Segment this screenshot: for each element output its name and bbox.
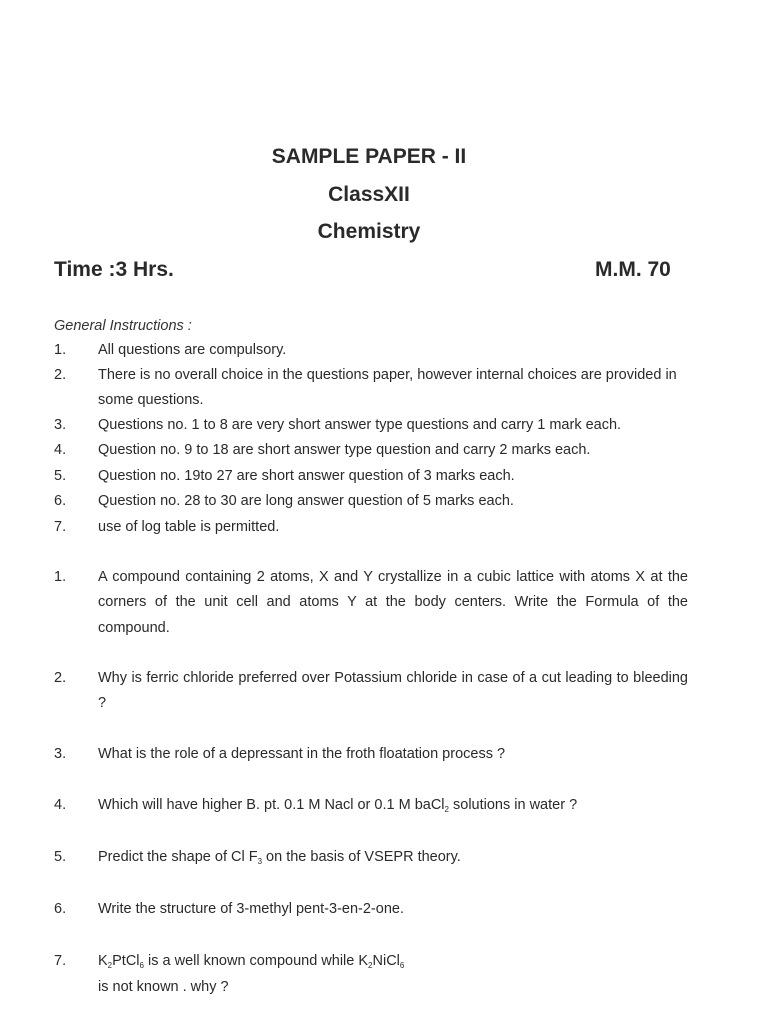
question-text-part: solutions in water ? bbox=[448, 797, 578, 813]
instruction-item bbox=[54, 413, 688, 438]
max-marks-label: M.M. 70 bbox=[595, 258, 671, 281]
instruction-text: use of log table is permitted. bbox=[98, 519, 280, 535]
question-text: Write the structure of 3-methyl pent-3-en-2-one. bbox=[98, 901, 404, 917]
instructions-heading: General Instructions : bbox=[54, 318, 192, 334]
instruction-text: Question no. 9 to 18 are short answer type question and carry 2 marks each. bbox=[98, 442, 591, 458]
question-4 bbox=[54, 793, 688, 818]
question-text-part: Which will have higher B. pt. 0.1 M Nacl or 0.1 M baCl bbox=[98, 797, 445, 813]
instruction-number: 6. bbox=[54, 493, 67, 509]
formula-part: NiCl bbox=[372, 953, 400, 969]
instruction-item bbox=[54, 363, 688, 414]
subscript: 3 bbox=[257, 857, 263, 866]
question-3 bbox=[54, 742, 688, 767]
question-2 bbox=[54, 666, 688, 717]
instruction-item bbox=[54, 464, 688, 489]
subscript: 2 bbox=[107, 961, 113, 970]
question-number: 1. bbox=[54, 569, 67, 585]
instruction-number: 1. bbox=[54, 342, 67, 358]
question-text bbox=[98, 949, 688, 974]
instruction-number: 7. bbox=[54, 519, 67, 535]
instruction-item bbox=[54, 489, 688, 514]
subscript: 2 bbox=[368, 961, 373, 970]
instruction-number: 5. bbox=[54, 468, 67, 484]
subscript: 2 bbox=[444, 805, 449, 814]
question-text bbox=[98, 793, 688, 818]
time-label: Time :3 Hrs. bbox=[54, 258, 174, 281]
subject-label: Chemistry bbox=[317, 220, 421, 243]
question-text-part: Predict the shape of Cl F bbox=[98, 849, 258, 865]
subscript: 6 bbox=[399, 961, 405, 970]
instruction-number: 4. bbox=[54, 442, 67, 458]
question-1 bbox=[54, 565, 688, 641]
question-text: Why is ferric chloride preferred over Potassium chloride in case of a cut leading to bleeding ? bbox=[98, 670, 688, 712]
question-text-part: is a well known compound while K bbox=[143, 953, 369, 969]
question-number: 7. bbox=[54, 953, 67, 969]
instruction-number: 2. bbox=[54, 367, 67, 383]
question-7 bbox=[54, 949, 688, 1001]
question-text-part: on the basis of VSEPR theory. bbox=[262, 849, 461, 865]
question-text: A compound containing 2 atoms, X and Y crystallize in a cubic lattice with atoms X at the corners of the unit cell and atoms Y at the body centers. Write the Formula of the compound. bbox=[98, 569, 688, 636]
question-text-line2: is not known . why ? bbox=[98, 979, 229, 996]
question-number: 2. bbox=[54, 670, 67, 686]
instruction-text: Question no. 19to 27 are short answer question of 3 marks each. bbox=[98, 468, 515, 484]
question-6 bbox=[54, 897, 688, 922]
instruction-number: 3. bbox=[54, 417, 67, 433]
question-5 bbox=[54, 845, 688, 870]
instruction-text: There is no overall choice in the questions paper, however internal choices are provided in some questions. bbox=[98, 367, 677, 409]
instruction-item bbox=[54, 515, 688, 540]
question-text: What is the role of a depressant in the froth floatation process ? bbox=[98, 746, 506, 762]
question-number: 4. bbox=[54, 797, 67, 813]
question-number: 6. bbox=[54, 901, 67, 917]
instruction-text: Questions no. 1 to 8 are very short answer type questions and carry 1 mark each. bbox=[98, 417, 622, 433]
question-number: 5. bbox=[54, 849, 67, 865]
question-number: 3. bbox=[54, 746, 67, 762]
instruction-item bbox=[54, 338, 688, 363]
class-label: ClassXII bbox=[328, 183, 410, 206]
paper-title: SAMPLE PAPER - II bbox=[271, 145, 467, 168]
question-text bbox=[98, 845, 688, 870]
formula-part: PtCl bbox=[112, 953, 140, 969]
instruction-item bbox=[54, 438, 688, 463]
instruction-text: All questions are compulsory. bbox=[98, 342, 287, 358]
formula-part: K bbox=[98, 953, 108, 969]
subscript: 6 bbox=[139, 961, 144, 970]
instruction-text: Question no. 28 to 30 are long answer question of 5 marks each. bbox=[98, 493, 514, 509]
